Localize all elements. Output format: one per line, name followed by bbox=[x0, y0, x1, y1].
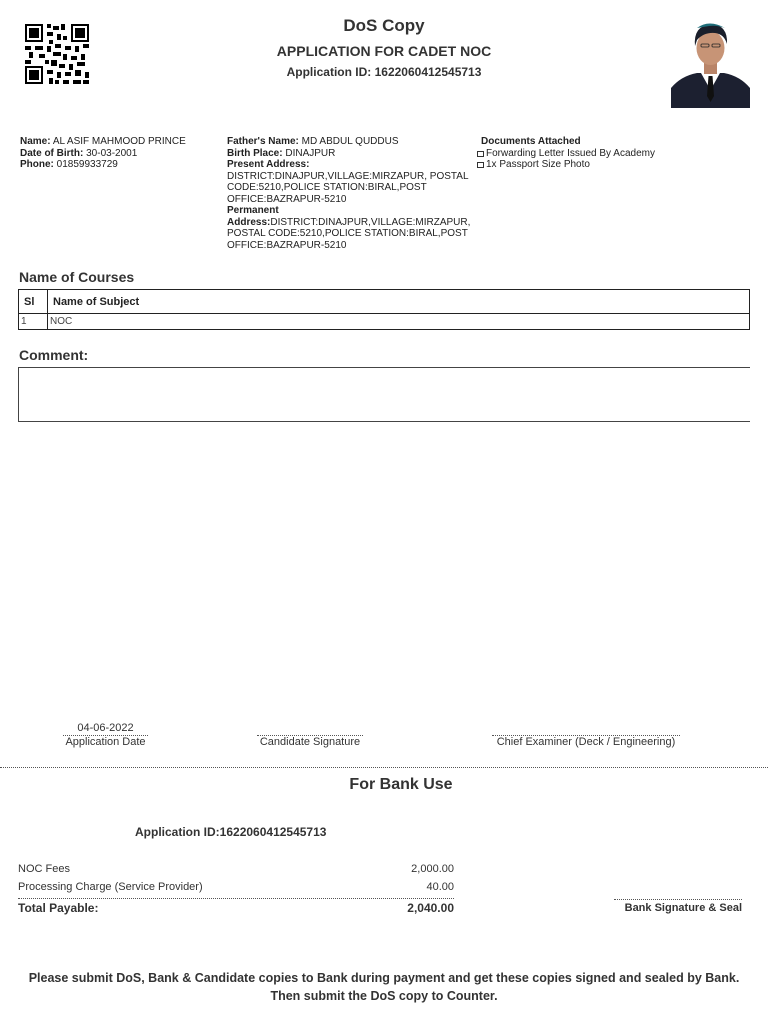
present-address-label: Present Address: bbox=[227, 159, 310, 170]
application-date-value: 04-06-2022 bbox=[63, 722, 148, 736]
checkbox-icon bbox=[477, 162, 484, 168]
comment-box bbox=[18, 367, 750, 422]
column-header-subject: Name of Subject bbox=[48, 290, 750, 314]
fee-amount: 40.00 bbox=[426, 881, 454, 893]
phone-line: Phone: 01859933729 bbox=[20, 159, 118, 170]
application-date-block bbox=[63, 722, 148, 748]
bank-application-id-value: 1622060412545713 bbox=[219, 825, 327, 839]
father-line: Father's Name: MD ABDUL QUDDUS bbox=[227, 136, 399, 147]
cut-line-divider bbox=[0, 767, 768, 768]
fee-amount: 2,000.00 bbox=[411, 863, 454, 875]
total-payable-row bbox=[18, 898, 454, 915]
application-date-label: Application Date bbox=[65, 736, 146, 748]
applicant-dob: 30-03-2001 bbox=[86, 147, 138, 159]
candidate-signature-label: Candidate Signature bbox=[259, 736, 361, 748]
permanent-address: DISTRICT:DINAJPUR,VILLAGE:MIRZAPUR, POSTAL CODE:5210,POLICE STATION:BIRAL,POST OFFICE:BAZRAPUR-5210 bbox=[227, 216, 471, 251]
applicant-family-address bbox=[227, 136, 477, 251]
bank-application-id: Application ID:1622060412545713 bbox=[135, 825, 327, 839]
cell-sl: 1 bbox=[19, 314, 48, 330]
application-id-value: 1622060412545713 bbox=[374, 65, 482, 79]
dob-line: Date of Birth: 30-03-2001 bbox=[20, 147, 138, 159]
courses-heading: Name of Courses bbox=[19, 269, 135, 285]
page-title: APPLICATION FOR CADET NOC bbox=[276, 43, 492, 59]
examiner-signature-block bbox=[492, 722, 680, 748]
fee-row-processing bbox=[18, 881, 454, 893]
documents-attached bbox=[477, 136, 737, 171]
copy-label: DoS Copy bbox=[343, 16, 425, 35]
candidate-signature-line bbox=[257, 722, 363, 736]
fee-label: NOC Fees bbox=[18, 863, 70, 875]
applicant-phone: 01859933729 bbox=[56, 159, 118, 170]
applicant-name: AL ASIF MAHMOOD PRINCE bbox=[52, 136, 186, 147]
applicant-basic-info bbox=[20, 136, 220, 171]
father-name: MD ABDUL QUDDUS bbox=[301, 136, 399, 147]
total-amount: 2,040.00 bbox=[407, 901, 454, 915]
bank-section-title: For Bank Use bbox=[349, 776, 453, 793]
birth-place-line: Birth Place: DINAJPUR bbox=[227, 147, 336, 159]
name-line: Name: AL ASIF MAHMOOD PRINCE bbox=[20, 136, 186, 147]
column-header-sl: Sl bbox=[19, 290, 48, 314]
bank-signature-label: Bank Signature & Seal bbox=[614, 899, 742, 914]
birth-place: DINAJPUR bbox=[285, 147, 336, 159]
document-item: Forwarding Letter Issued By Academy bbox=[477, 148, 737, 160]
table-row bbox=[19, 314, 750, 330]
fee-label: Processing Charge (Service Provider) bbox=[18, 881, 203, 893]
present-address: DISTRICT:DINAJPUR,VILLAGE:MIRZAPUR, POSTAL CODE:5210,POLICE STATION:BIRAL,POST OFFICE:BAZRAPUR-5210 bbox=[227, 170, 469, 205]
permanent-address-block: Permanent Address:DISTRICT:DINAJPUR,VILLAGE:MIRZAPUR, POSTAL CODE:5210,POLICE STATION:BIRAL,POST OFFICE:BAZRAPUR-5210 bbox=[227, 205, 471, 251]
examiner-signature-line bbox=[492, 722, 680, 736]
courses-table bbox=[18, 289, 750, 330]
fee-row-noc bbox=[18, 863, 454, 875]
comment-heading: Comment: bbox=[19, 347, 89, 363]
examiner-signature-label: Chief Examiner (Deck / Engineering) bbox=[496, 736, 676, 748]
document-item: 1x Passport Size Photo bbox=[477, 159, 737, 171]
checkbox-icon bbox=[477, 151, 484, 157]
documents-heading: Documents Attached bbox=[481, 136, 581, 147]
table-header-row bbox=[19, 290, 750, 314]
candidate-signature-block bbox=[257, 722, 363, 748]
application-id-header: Application ID: 1622060412545713 bbox=[286, 65, 482, 79]
submission-note: Please submit DoS, Bank & Candidate copies to Bank during payment and get these copies signed and sealed by Bank. Then submit the DoS copy to Counter. bbox=[28, 971, 740, 1003]
cell-subject: NOC bbox=[48, 314, 750, 330]
total-label: Total Payable: bbox=[18, 901, 99, 915]
